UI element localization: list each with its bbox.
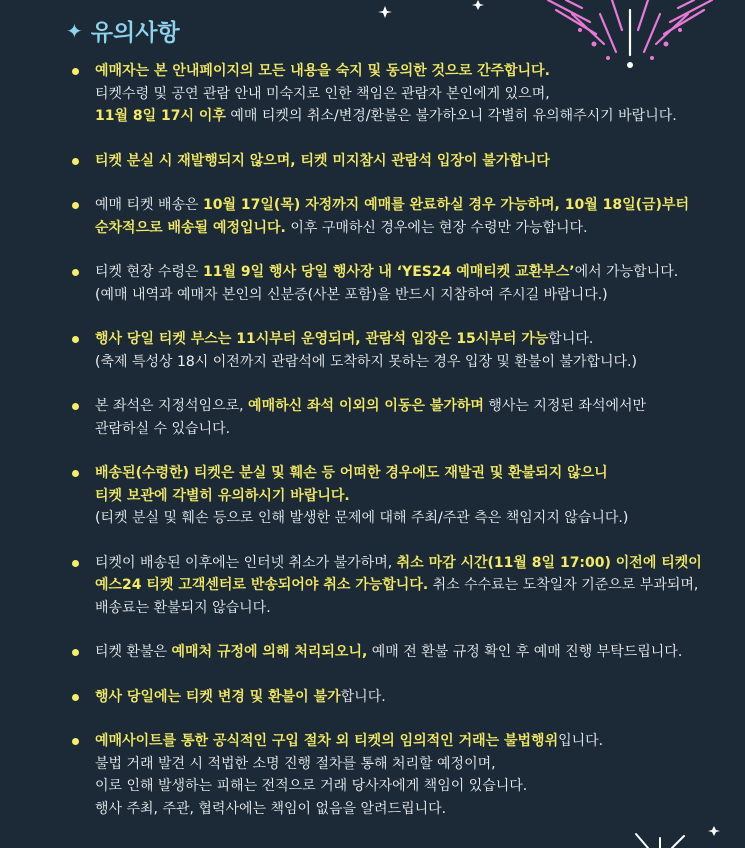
notice-line bbox=[95, 462, 722, 485]
notice-text: 이후 구매하신 경우에는 현장 수령만 가능합니다. bbox=[285, 219, 588, 236]
notice-line bbox=[95, 261, 722, 284]
notice-line bbox=[95, 686, 722, 709]
notice-text: 티켓 현장 수령은 bbox=[95, 264, 204, 280]
notice-line bbox=[95, 730, 722, 753]
highlight-text: 순차적으로 배송될 예정입니다. bbox=[95, 219, 286, 236]
highlight-text: 티켓 보관에 각별히 유의하시기 바랍니다. bbox=[95, 487, 350, 504]
notice-text: 불법 거래 발견 시 적법한 소명 진행 절차를 통해 처리할 예정이며, bbox=[95, 755, 496, 772]
notice-text: (티켓 분실 및 훼손 등으로 인해 발생한 문제에 대해 주최/주관 측은 책임지지 않습니다.) bbox=[95, 510, 629, 526]
notice-line bbox=[95, 284, 722, 307]
notice-line bbox=[95, 217, 722, 240]
notice-line bbox=[95, 798, 722, 821]
bullet-icon bbox=[72, 560, 79, 567]
notice-text: 배송료는 환불되지 않습니다. bbox=[95, 599, 271, 616]
highlight-text: 예스24 티켓 고객센터로 반송되어야 취소 가능합니다. bbox=[95, 577, 429, 593]
notice-line bbox=[95, 194, 722, 217]
notice-text: (예매 내역과 예매자 본인의 신분증(사본 포함)을 반드시 지참하여 주시길 바랍니다.) bbox=[95, 286, 608, 303]
highlight-text: 행사 당일 티켓 부스는 11시부터 운영되며, 관람석 입장은 15시부터 가능 bbox=[95, 331, 549, 347]
notice-line bbox=[95, 753, 722, 776]
highlight-text: 예매처 규정에 의해 처리되오니, bbox=[171, 644, 368, 660]
highlight-text: 행사 당일에는 티켓 변경 및 환불이 불가 bbox=[95, 688, 341, 705]
bullet-icon bbox=[72, 470, 79, 477]
notice-text: 티켓 환불은 bbox=[95, 644, 172, 660]
notice-line bbox=[95, 507, 722, 530]
notice-text: 합니다. bbox=[340, 688, 386, 705]
notice-text: 에서 가능합니다. bbox=[574, 264, 679, 280]
notice-text: 예매 티켓 배송은 bbox=[95, 197, 204, 213]
notice-text: 합니다. bbox=[548, 331, 594, 347]
notice-text: 행사는 지정된 좌석에서만 bbox=[483, 398, 647, 414]
notice-line bbox=[95, 552, 722, 575]
notice-text: (축제 특성상 18시 이전까지 관람석에 도착하지 못하는 경우 입장 및 환불이 불가합니다.) bbox=[95, 353, 637, 370]
notice-line bbox=[95, 418, 722, 441]
notice-text: 티켓이 배송된 이후에는 인터넷 취소가 불가하며, bbox=[95, 554, 397, 571]
highlight-text: 10월 17일(목) 자정까지 예매를 완료하실 경우 가능하며, 10월 18일(금)부터 bbox=[203, 197, 689, 213]
bullet-icon bbox=[72, 269, 79, 276]
bullet-icon bbox=[72, 694, 79, 701]
firework-burst bbox=[548, 0, 712, 55]
notice-text: 입니다. bbox=[558, 733, 604, 749]
bullet-icon bbox=[72, 158, 79, 165]
notice-item bbox=[72, 462, 722, 530]
notice-item bbox=[72, 641, 722, 664]
highlight-text: 11월 8일 17시 이후 bbox=[95, 108, 226, 124]
highlight-text: 예매자는 본 안내페이지의 모든 내용을 숙지 및 동의한 것으로 간주합니다. bbox=[95, 63, 550, 79]
notice-line bbox=[95, 105, 722, 128]
notice-line bbox=[95, 328, 722, 351]
notice-line bbox=[95, 60, 722, 83]
highlight-text: 배송된(수령한) 티켓은 분실 및 훼손 등 어떠한 경우에도 재발권 및 환불되지 않으니 bbox=[95, 465, 608, 481]
notice-item bbox=[72, 552, 722, 620]
notice-line bbox=[95, 83, 722, 106]
bullet-icon bbox=[72, 336, 79, 343]
notice-item bbox=[72, 686, 722, 709]
bullet-icon bbox=[72, 738, 79, 745]
notice-line bbox=[95, 574, 722, 597]
notice-line bbox=[95, 351, 722, 374]
bullet-icon bbox=[72, 403, 79, 410]
notice-text: 티켓수령 및 공연 관람 안내 미숙지로 인한 책임은 관람자 본인에게 있으며, bbox=[95, 85, 550, 102]
sparkle-icon: ✦ bbox=[66, 18, 83, 43]
notice-line bbox=[95, 485, 722, 508]
notice-item bbox=[72, 395, 722, 440]
firework-burst-bottom bbox=[636, 834, 684, 848]
notice-line bbox=[95, 775, 722, 798]
highlight-text: 예매하신 좌석 이외의 이동은 불가하며 bbox=[248, 398, 484, 414]
section-title bbox=[66, 14, 180, 47]
notice-text: 예매 전 환불 규정 확인 후 예매 진행 부탁드립니다. bbox=[367, 644, 683, 660]
highlight-text: 11월 9일 행사 당일 행사장 내 ‘YES24 예매티켓 교환부스’ bbox=[203, 264, 575, 280]
bullet-icon bbox=[72, 649, 79, 656]
section-title-text: 유의사항 bbox=[90, 20, 180, 46]
notice-line bbox=[95, 395, 722, 418]
highlight-text: 티켓 분실 시 재발행되지 않으며, 티켓 미지참시 관람석 입장이 불가합니다 bbox=[95, 152, 550, 169]
notice-text: 취소 수수료는 도착일자 기준으로 부과되며, bbox=[428, 577, 699, 593]
notice-text: 관람하실 수 있습니다. bbox=[95, 420, 231, 437]
highlight-text: 취소 마감 시간(11월 8일 17:00) 이전에 티켓이 bbox=[396, 554, 702, 571]
notice-item bbox=[72, 150, 722, 173]
notice-item bbox=[72, 194, 722, 239]
notice-line bbox=[95, 641, 722, 664]
notice-list bbox=[72, 60, 722, 820]
notice-text: 예매 티켓의 취소/변경/환불은 불가하오니 각별히 유의해주시기 바랍니다. bbox=[225, 108, 677, 124]
notice-text: 이로 인해 발생하는 피해는 전적으로 거래 당사자에게 책임이 있습니다. bbox=[95, 778, 528, 794]
notice-item bbox=[72, 328, 722, 373]
notice-text: 행사 주최, 주관, 협력사에는 책임이 없음을 알려드립니다. bbox=[95, 800, 447, 817]
notice-item bbox=[72, 730, 722, 820]
notice-line bbox=[95, 597, 722, 620]
notice-item bbox=[72, 261, 722, 306]
notice-item bbox=[72, 60, 722, 128]
notice-line bbox=[95, 150, 722, 173]
highlight-text: 예매사이트를 통한 공식적인 구입 절차 외 티켓의 임의적인 거래는 불법행위 bbox=[95, 733, 559, 749]
bullet-icon bbox=[72, 68, 79, 75]
bullet-icon bbox=[72, 202, 79, 209]
notice-text: 본 좌석은 지정석임으로, bbox=[95, 398, 249, 414]
